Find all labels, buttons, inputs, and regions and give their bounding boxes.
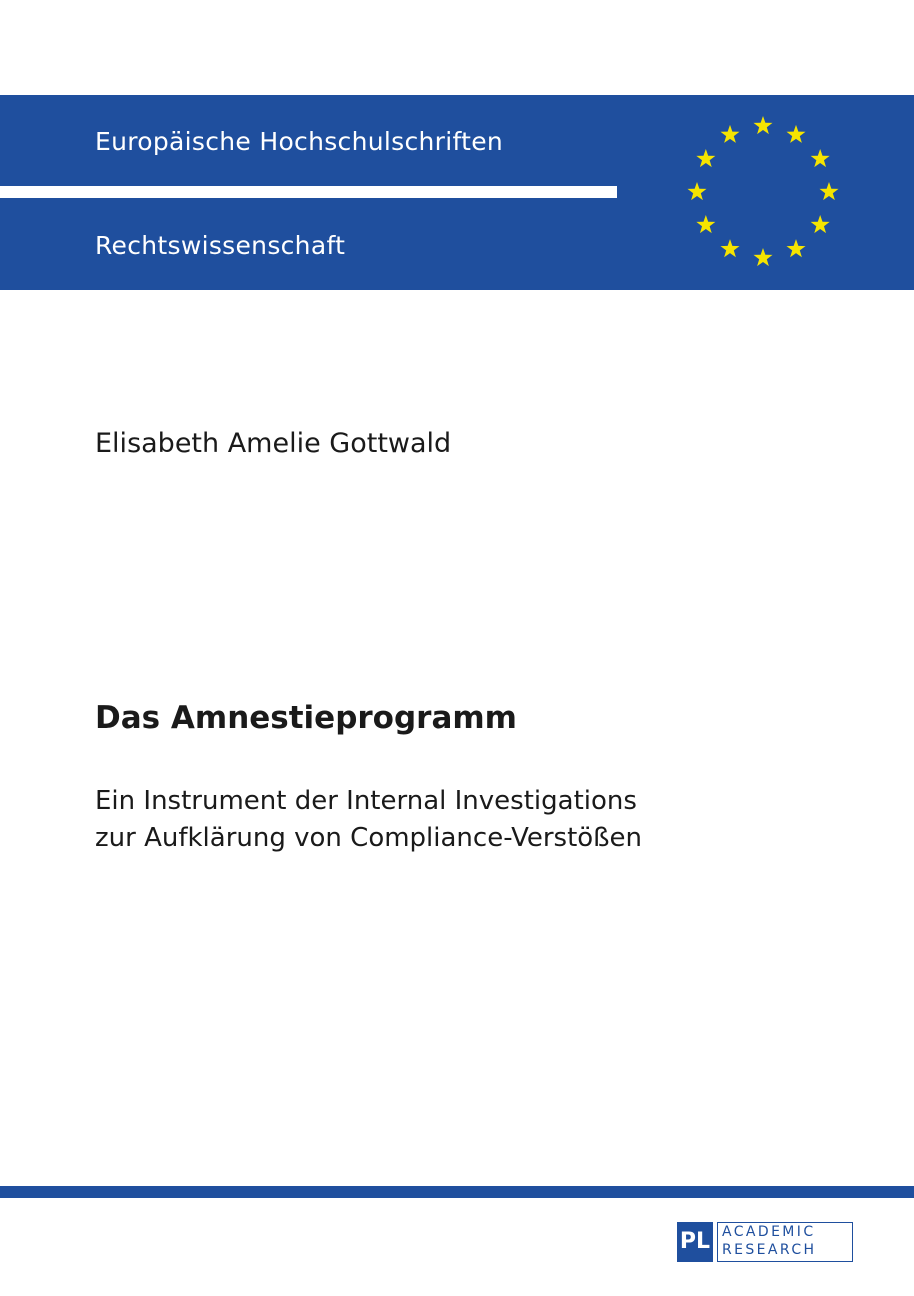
series-title: Europäische Hochschulschriften: [95, 127, 504, 156]
author-name: Elisabeth Amelie Gottwald: [95, 428, 452, 459]
publisher-wordmark: [717, 1222, 853, 1262]
publisher-logo: [677, 1222, 853, 1262]
banner-divider: [0, 186, 617, 198]
series-subject: Rechtswissenschaft: [95, 231, 346, 260]
bottom-divider: [0, 1186, 914, 1198]
subtitle-line-1: Ein Instrument der Internal Investigations: [95, 786, 637, 816]
publisher-pl-mark: PL: [677, 1222, 713, 1262]
book-title: Das Amnestieprogramm: [95, 700, 517, 736]
book-subtitle: [95, 783, 642, 857]
publisher-line-2: RESEARCH: [722, 1242, 817, 1258]
publisher-line-1: ACADEMIC: [722, 1224, 816, 1240]
subtitle-line-2: zur Aufklärung von Compliance-Verstößen: [95, 823, 643, 853]
